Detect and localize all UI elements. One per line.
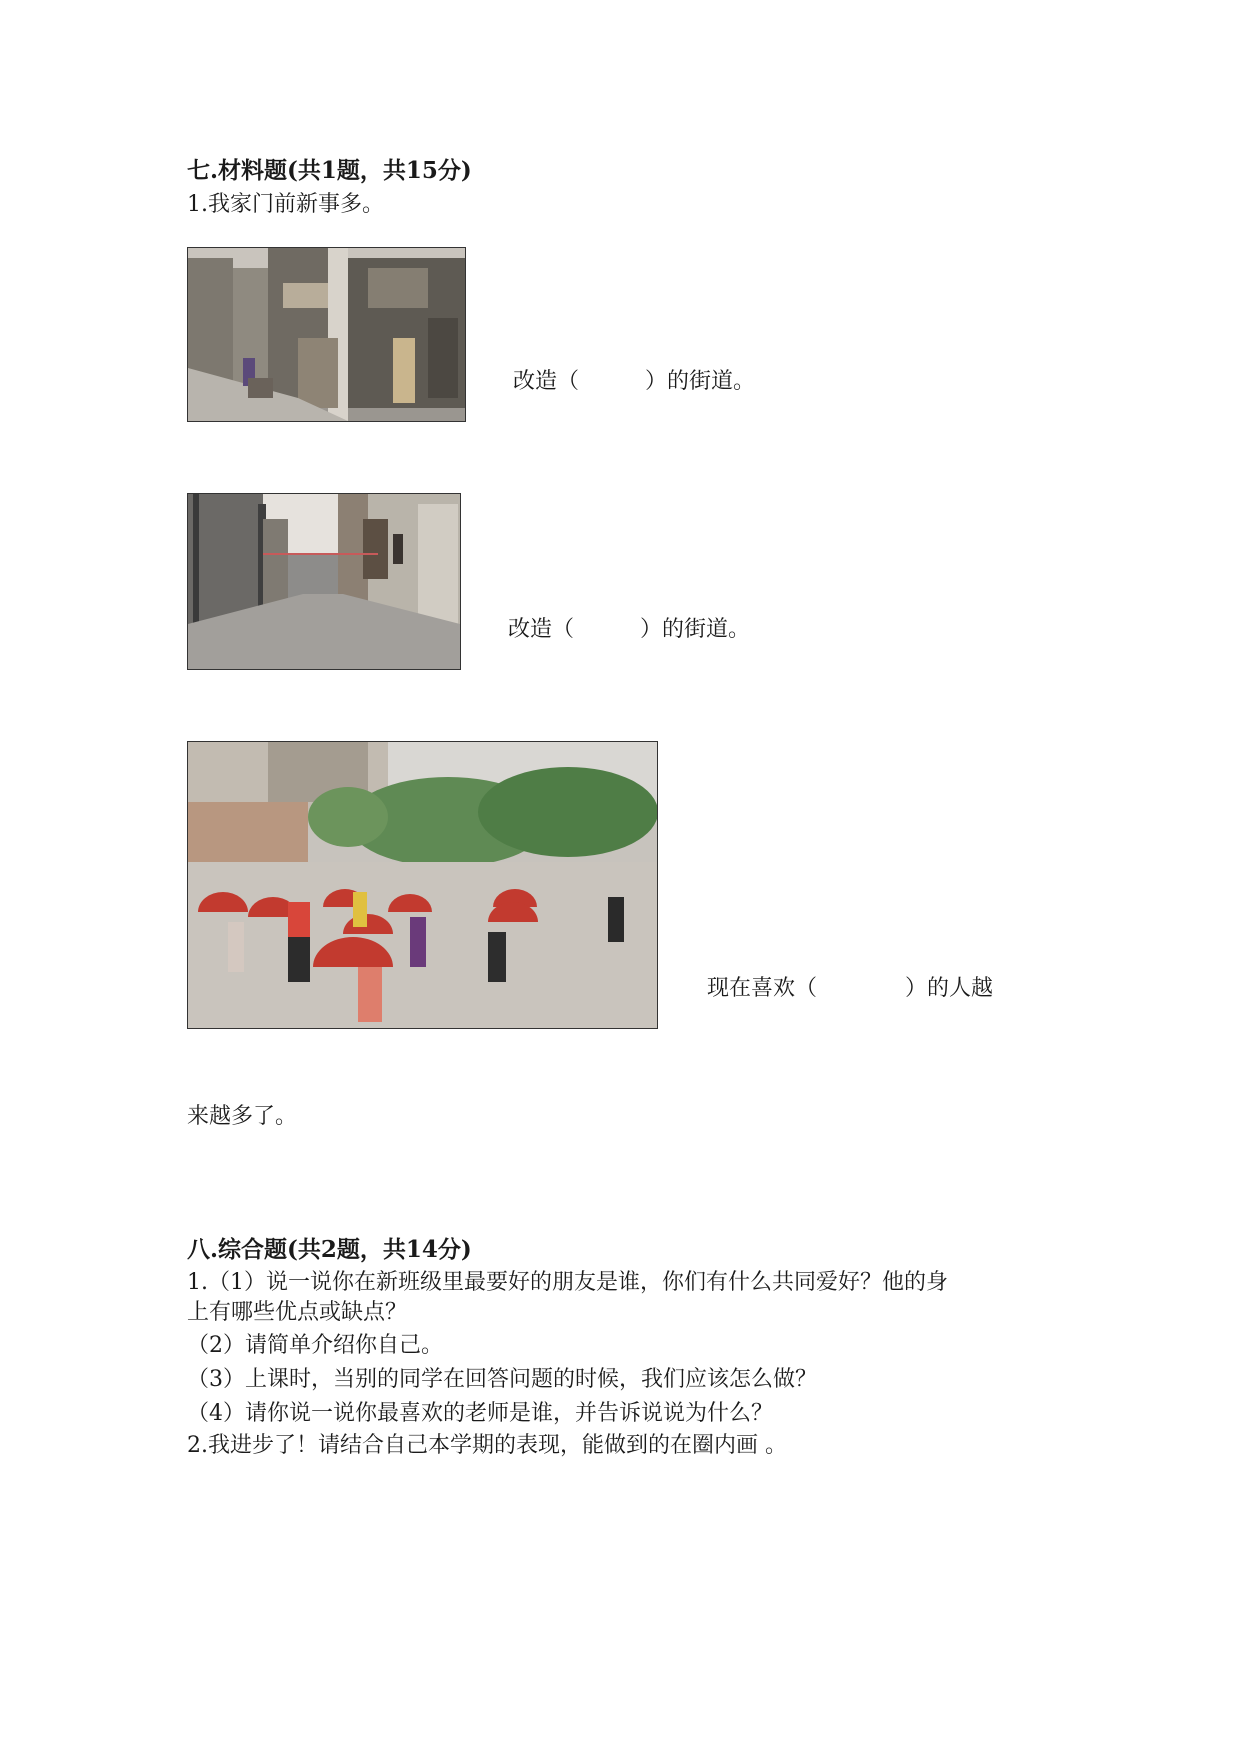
question-1-text: 1.我家门前新事多。 [187,192,384,217]
caption-renovated-street: 改造（ ）的街道。 [508,617,751,642]
caption-old-street: 改造（ ）的街道。 [513,369,756,394]
question-1-part-3: （3）上课时，当别的同学在回答问题的时候，我们应该怎么做？ [187,1367,817,1392]
section-7-heading: 七.材料题(共1题，共15分) [187,157,472,184]
caption-tai-chi: 现在喜欢（ ）的人越 [707,976,994,1001]
section-8-heading: 八.综合题(共2题，共14分) [187,1236,472,1263]
renovated-street-photo [187,493,461,670]
old-street-photo [187,247,466,422]
question-1-part-2: （2）请简单介绍你自己。 [187,1333,443,1358]
question-1-line-2: 上有哪些优点或缺点？ [187,1300,408,1325]
tai-chi-fan-photo [187,741,658,1029]
question-2-text: 2.我进步了！请结合自己本学期的表现，能做到的在圈内画 。 [187,1433,787,1458]
caption-tai-chi-continued: 来越多了。 [187,1104,298,1129]
question-1-part-4: （4）请你说一说你最喜欢的老师是谁，并告诉说说为什么？ [187,1401,773,1426]
question-1-line-1: 1.（1）说一说你在新班级里最要好的朋友是谁，你们有什么共同爱好？他的身 [187,1270,948,1295]
